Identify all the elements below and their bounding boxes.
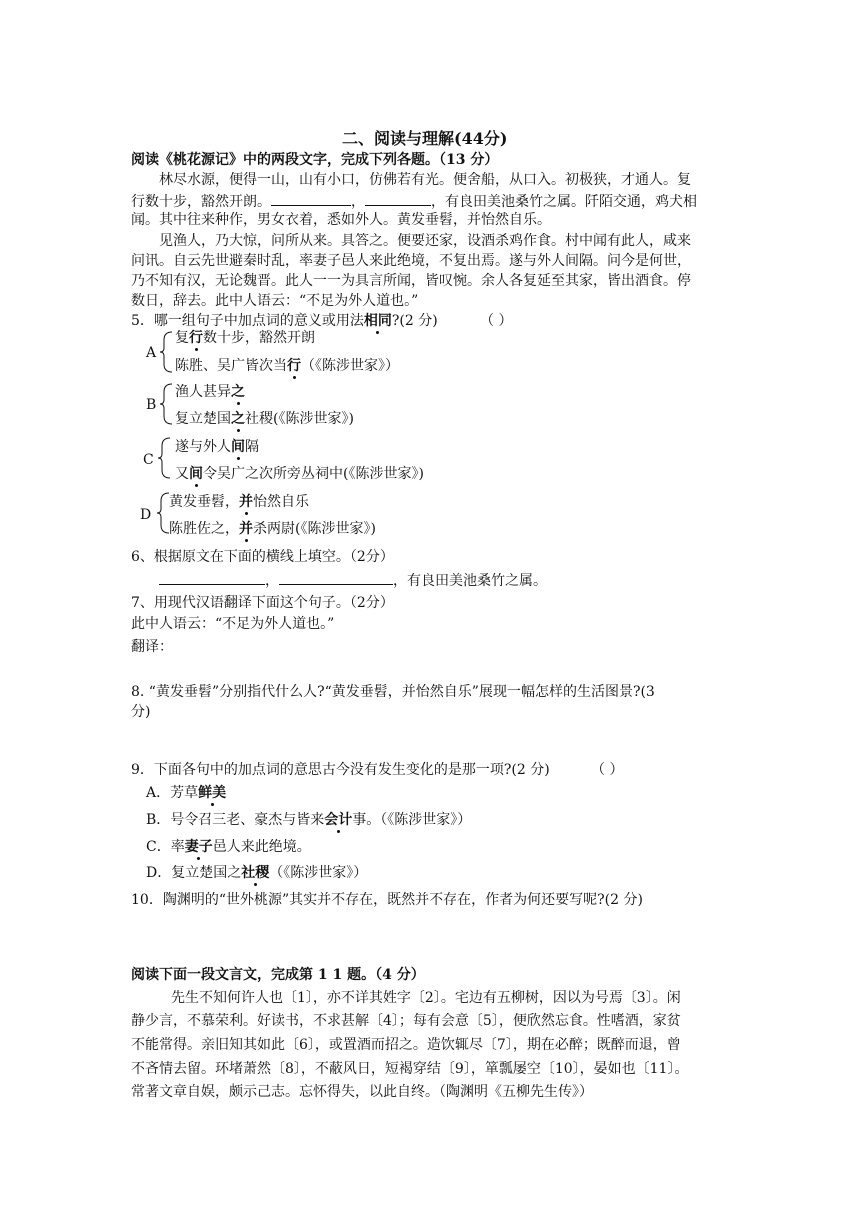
passage2-line: 先生不知何许人也〔1〕，亦不详其姓字〔2〕。宅边有五柳树，因以为号焉〔3〕。闲 <box>171 990 681 1006</box>
passage2-line: 常著文章自娱，颇示己志。忘怀得失，以此自终。（陶渊明《五柳先生传》） <box>131 1084 593 1100</box>
q5-option-letter[interactable]: D <box>140 507 152 523</box>
passage1-line: 林尽水源，便得一山，山有小口，仿佛若有光。便舍船，从口入。初极狭，才通人。复 <box>159 172 691 188</box>
q9-option[interactable]: A．芳草鲜美 <box>146 785 227 801</box>
q6-blank-1[interactable] <box>159 570 265 585</box>
q5-option-line: 黄发垂髫，并怡然自乐 <box>169 494 309 510</box>
q5-option-line: 复行数十步，豁然开朗 <box>175 330 315 346</box>
brace-icon <box>158 382 174 426</box>
passage2-line: 不吝情去留。环堵萧然〔8〕，不蔽风日，短褐穿结〔9〕，箪瓢屡空〔10〕，晏如也〔11〕。 <box>131 1061 689 1077</box>
passage1-line: 数日，辞去。此中人语云：“不足为外人道也。” <box>131 293 419 309</box>
q5-option-line: 遂与外人间隔 <box>175 439 259 455</box>
q5-answer-paren[interactable]: （ ） <box>480 313 513 329</box>
q5-stem: 5．哪一组句子中加点词的意义或用法相同?(2 分) <box>131 313 438 329</box>
q6-blank-2[interactable] <box>279 570 393 585</box>
q9-answer-paren[interactable]: （ ） <box>591 762 624 778</box>
q5-option-letter[interactable]: C <box>143 452 154 468</box>
fill-blank-2[interactable] <box>365 191 431 206</box>
passage1-line: 乃不知有汉，无论魏晋。此人一一为具言所闻，皆叹惋。余人各复延至其家，皆出酒食。停 <box>131 273 691 289</box>
q7-stem: 7、用现代汉语翻译下面这个句子。（2分） <box>131 595 394 611</box>
q5-option-line: 陈胜、吴广皆次当行（《陈涉世家》） <box>175 358 399 374</box>
brace-icon <box>156 436 172 480</box>
q8-stem-cont: 分) <box>131 704 151 720</box>
passage1-line: 闻。其中往来种作，男女衣着，悉如外人。黄发垂髫，并怡然自乐。 <box>131 212 551 228</box>
fill-blank-1[interactable] <box>271 191 351 206</box>
passage2-line: 静少言，不慕荣利。好读书，不求甚解〔4〕；每有会意〔5〕，便欣然忘食。性嗜酒，家贫 <box>131 1013 681 1029</box>
q5-option-letter[interactable]: A <box>146 345 157 361</box>
q7-translate-label: 翻译： <box>131 639 173 655</box>
q9-stem: 9．下面各句中的加点词的意思古今没有发生变化的是那一项?(2 分) <box>131 762 550 778</box>
passage1-line: 行数十步，豁然开朗。 ， ，有良田美池桑竹之属。阡陌交通，鸡犬相 <box>131 191 697 211</box>
passage2-line: 不能常得。亲旧知其如此〔6〕，或置酒而招之。造饮辄尽〔7〕，期在必醉；既醉而退，曾 <box>131 1037 681 1053</box>
q6-blanks: ， ，有良田美池桑竹之属。 <box>159 570 547 590</box>
q5-option-line: 又间令吴广之次所旁丛祠中(《陈涉世家》) <box>175 466 424 482</box>
q5-option-line: 复立楚国之社稷(《陈涉世家》) <box>175 411 354 427</box>
q7-quote: 此中人语云：“不足为外人道也。” <box>131 616 335 632</box>
q5-option-line: 渔人甚异之 <box>175 384 245 400</box>
q9-option[interactable]: B．号令召三老、豪杰与皆来会计事。（《陈涉世家》） <box>146 812 472 828</box>
q6-stem: 6、根据原文在下面的横线上填空。（2分） <box>131 549 394 565</box>
brace-icon <box>158 330 174 374</box>
passage1-line: 见渔人，乃大惊，问所从来。具答之。便要还家，设酒杀鸡作食。村中闻有此人，咸来 <box>159 233 691 249</box>
passage1-instruction: 阅读《桃花源记》中的两段文字，完成下列各题。（13 分） <box>131 152 499 168</box>
q9-option[interactable]: C．率妻子邑人来此绝境。 <box>146 839 311 855</box>
passage1-line: 问讯。自云先世避秦时乱，率妻子邑人来此绝境，不复出焉。遂与外人间隔。问今是何世， <box>131 253 691 269</box>
section-title: 二、阅读与理解(44分) <box>342 129 508 148</box>
q9-option[interactable]: D．复立楚国之社稷（《陈涉世家》） <box>146 865 368 881</box>
q5-option-letter[interactable]: B <box>146 397 157 413</box>
q8-stem: 8. “黄发垂髫”分别指代什么人?“黄发垂髫，并怡然自乐”展现一幅怎样的生活图景?(3 <box>131 684 655 700</box>
q5-option-line: 陈胜佐之，并杀两尉(《陈涉世家》) <box>169 521 376 537</box>
passage2-instruction: 阅读下面一段文言文，完成第 1 1 题。（4 分） <box>131 967 425 983</box>
q10-stem: 10．陶渊明的“世外桃源”其实并不存在，既然并不存在，作者为何还要写呢?(2 分) <box>131 892 643 908</box>
